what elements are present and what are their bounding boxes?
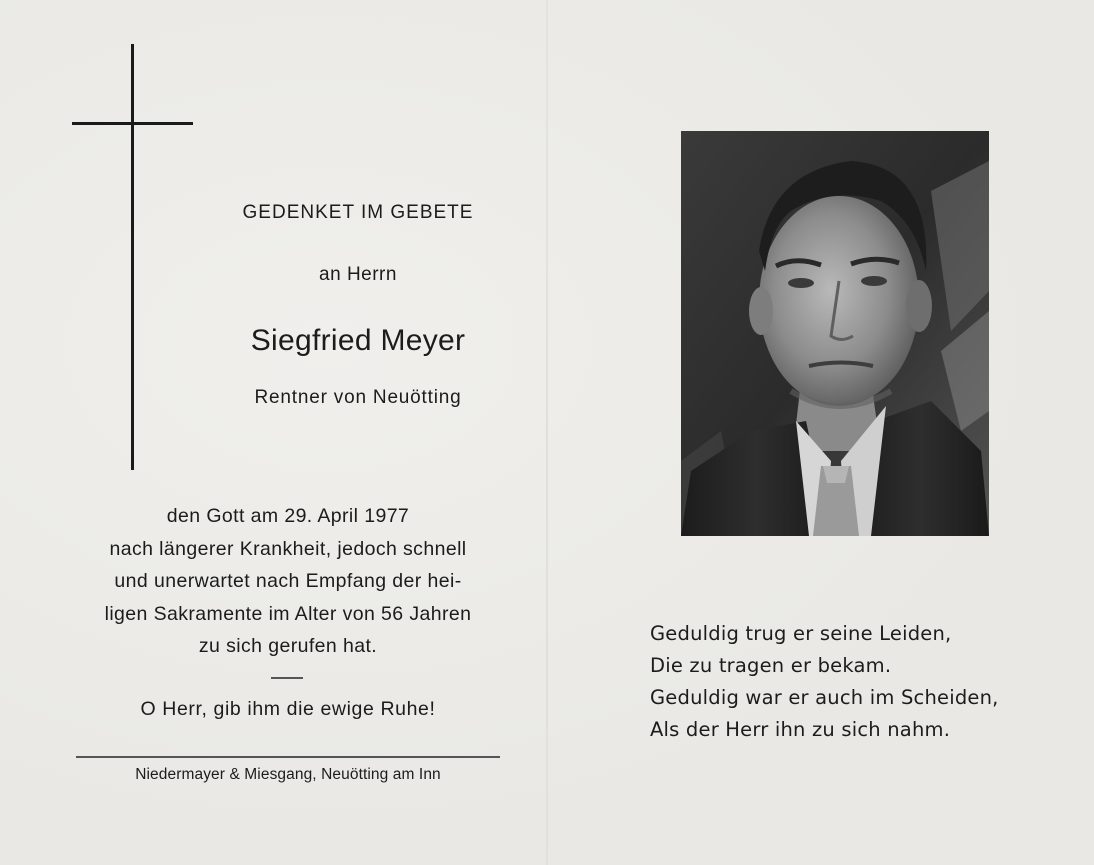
portrait-image <box>681 131 989 536</box>
heading: GEDENKET IM GEBETE <box>242 202 474 223</box>
obituary-line: nach längerer Krankheit, jedoch schnell <box>109 537 467 560</box>
obituary-text <box>70 500 506 663</box>
cross-icon-vertical <box>131 44 134 470</box>
occupation: Rentner von Neuötting <box>254 387 462 408</box>
poem-line: Geduldig trug er seine Leiden, <box>650 622 952 645</box>
obituary-line: zu sich gerufen hat. <box>198 635 378 657</box>
card-fold <box>546 0 548 865</box>
portrait-photo <box>681 131 989 536</box>
divider-short <box>271 677 303 679</box>
poem-line: Geduldig war er auch im Scheiden, <box>650 686 999 709</box>
prayer: O Herr, gib ihm die ewige Ruhe! <box>140 698 436 720</box>
obituary-line: den Gott am 29. April 1977 <box>166 505 410 527</box>
poem-line: Als der Herr ihn zu sich nahm. <box>650 718 951 741</box>
obituary-line: und unerwartet nach Empfang der hei- <box>114 570 462 592</box>
poem-line: Die zu tragen er bekam. <box>650 654 892 677</box>
poem <box>650 618 1070 746</box>
divider-long <box>76 756 500 758</box>
deceased-name: Siegfried Meyer <box>250 324 466 357</box>
printer-credit: Niedermayer & Miesgang, Neuötting am Inn <box>135 766 441 783</box>
salutation: an Herrn <box>319 264 397 285</box>
cross-icon-horizontal <box>72 122 193 125</box>
obituary-line: ligen Sakramente im Alter von 56 Jahren <box>104 602 472 625</box>
